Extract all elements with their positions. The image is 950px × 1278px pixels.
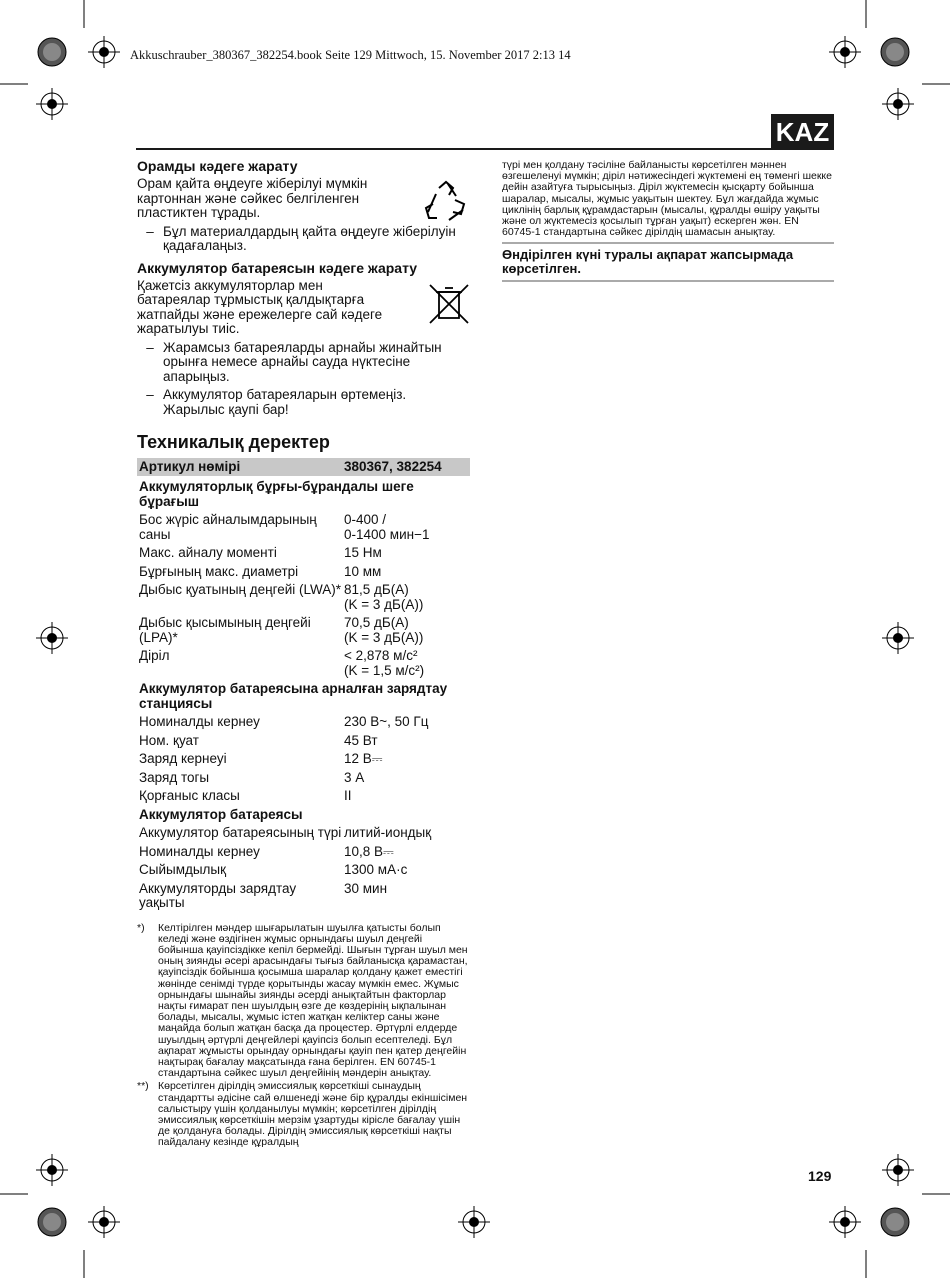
crosshair-icon xyxy=(36,622,68,654)
table-row: Макс. айналу моменті 15 Нм xyxy=(139,545,382,560)
list-item: – Жарамсыз батареяларды арнайы жинайтын орынға немесе арнайы сауда нүктесіне апарыңыз. xyxy=(146,339,442,384)
spec-table xyxy=(137,458,470,911)
crosshair-icon xyxy=(36,88,68,120)
registration-mark-icon xyxy=(881,38,909,66)
crossed-bin-icon xyxy=(427,282,471,326)
table-row: Діріл < 2,878 м/с² (K = 1,5 м/с²) xyxy=(139,648,425,678)
table-row: Ном. қуат 45 Вт xyxy=(139,732,378,748)
divider xyxy=(502,280,834,282)
language-badge: KAZ xyxy=(771,114,834,150)
registration-mark-icon xyxy=(881,1208,909,1236)
page-number: 129 xyxy=(808,1168,832,1184)
divider xyxy=(502,242,834,244)
list-item: – Аккумулятор батареяларын өртемеңіз. Жарылыс қаупі бар! xyxy=(146,387,407,417)
crosshair-icon xyxy=(36,1154,68,1186)
footnote: *) Келтірілген мәндер шығарылатын шуылға қатысты болып келеді және өздігінен жұмыс орнындағы шуыл деңгейі бойынша қауіпсіздікке кепіл бермейді. Шығын тұрған шуыл мен оның зиянды әсері арасындағы тығыз байланысқа қарамастан, қауіпсіздік бойынша қосымша шаралар қолдану қажет еместігі жөнінде сенімді түрде қорытынды жасау мүмкін емес. Жұмыс орнындағы шынайы зиянды әсерді анықтайтын факторлар нақты ғимарат пен шуылдың өзге де көздерінің ықпалынан болады, мысалы, жұмыс істеп жатқан келіктер саны және маңайда болып жатқан басқа да процестер. Әртүрлі елдерде шуылдың әртүрлі деңгейлері қауіпсіз болып есептеледі. Бұл ақпарат жұмысты орындау орнындағы қауіп пен қатер деңгейін нақтырақ бағалау мақсатында ғана берілген. EN 60745-1 стандартына сәйкес шуыл деңгейінің мәндерін анықтау. xyxy=(137,921,468,1080)
left-column xyxy=(137,158,470,1151)
crosshair-icon xyxy=(882,1154,914,1186)
continued-footnote-text: түрі мен қолдану тәсіліне байланысты көрсетілген мәннен өзгешеленуі мүмкін; діріл нәтижесіндегі жүктемені ең төменгі шекке дейін азайтуға тырысыңыз. Діріл жүктемесін қысқарту бойынша шаралар, мысалы, жұмыс уақытын шектеу. Бұл жағдайда жұмыс циклінің барлық құрамдастарын (мысалы, құралды өшіру уақыты және ол жүктемесіз қосылып тұрған уақыт) ескерген жөн. EN 60745-1 стандартына сәйкес дірілдің шамасын анықтау. xyxy=(502,159,832,239)
right-column xyxy=(502,160,834,282)
spec-group-title: Аккумуляторлық бұрғы-бұрандалы шеге бұрағыш xyxy=(139,479,414,509)
registration-mark-icon xyxy=(38,1208,66,1236)
crosshair-icon xyxy=(458,1206,490,1238)
registration-mark-icon xyxy=(38,38,66,66)
crosshair-icon xyxy=(829,36,861,68)
table-row: Номиналды кернеу 230 В~, 50 Гц xyxy=(139,714,429,729)
table-row: Аккумуляторды зарядтау уақыты 30 мин xyxy=(139,880,388,910)
spec-group-title: Аккумулятор батареясы xyxy=(139,806,303,822)
table-row: Дыбыс қуатының деңгейі (LWA)* 81,5 дБ(А) (K = 3 дБ(A)) xyxy=(139,582,424,612)
production-info: Өндірілген күні туралы ақпарат жапсырмада көрсетілген. xyxy=(502,247,794,277)
table-row: Аккумулятор батареясының түрі литий-иондық xyxy=(139,825,432,840)
table-row: Бос жүріс айналымдарының саны 0-400 / 0-1400 мин−1 xyxy=(139,512,430,542)
crosshair-icon xyxy=(88,1206,120,1238)
table-row: Заряд тогы 3 А xyxy=(139,769,365,785)
list-item: – Бұл материалдардың қайта өңдеуге жіберілуін қадағалаңыз. xyxy=(146,223,456,253)
spec-group-title: Аккумулятор батареясына арналған зарядтау станциясы xyxy=(139,681,448,711)
table-row: Сыйымдылық 1300 мА·с xyxy=(139,862,408,877)
footnotes xyxy=(137,923,470,1149)
file-header: Akkuschrauber_380367_382254.book Seite 129 Mittwoch, 15. November 2017 2:13 14 xyxy=(130,48,571,62)
crosshair-icon xyxy=(882,622,914,654)
table-row: Заряд кернеуі 12 В⎓ xyxy=(139,751,383,766)
table-row: Дыбыс қысымының деңгейі (LPA)* 70,5 дБ(А) (K = 3 дБ(A)) xyxy=(139,615,424,645)
crosshair-icon xyxy=(829,1206,861,1238)
recycle-icon xyxy=(421,180,471,228)
packaging-title: Орамды кәдеге жарату xyxy=(137,158,298,174)
table-row: Номиналды кернеу 10,8 В⎓ xyxy=(139,843,394,859)
battery-disposal-section xyxy=(137,260,470,418)
battery-disposal-text: Қажетсіз аккумуляторлар мен батареялар тұрмыстық қалдықтарға жатпайды және ережелерге сай кәдеге жаратылуы тиіс. xyxy=(137,277,383,336)
packaging-section xyxy=(137,158,470,254)
footnote: **) Көрсетілген дірілдің эмиссиялық көрсеткіші сынаудың стандартты әдісіне сай өлшенеді және бір құралды екіншісімен салыстыру үшін қолданылуы мүмкін; көрсетілген дірілдің эмиссиялық көрсеткішін мерзім ұзартуды кірісле бағалау үшін де қолдануға болады. Дірілдің эмиссиялық көрсеткіші нақты пайдалану кезінде құралдың xyxy=(137,1080,468,1149)
spec-header-row: Артикул нөмірі 380367, 382254 xyxy=(137,458,470,476)
crosshair-icon xyxy=(88,36,120,68)
battery-disposal-title: Аккумулятор батареясын кәдеге жарату xyxy=(137,259,418,276)
top-rule xyxy=(136,148,834,150)
technical-title: Техникалық деректер xyxy=(137,432,330,452)
packaging-text: Орам қайта өңдеуге жіберілуі мүмкін картоннан және сәйкес белгіленген пластиктен тұрады. xyxy=(137,176,368,220)
table-row: Қорғаныс класы II xyxy=(139,788,352,803)
crosshair-icon xyxy=(882,88,914,120)
table-row: Бұрғының макс. диаметрі 10 мм xyxy=(139,563,382,579)
